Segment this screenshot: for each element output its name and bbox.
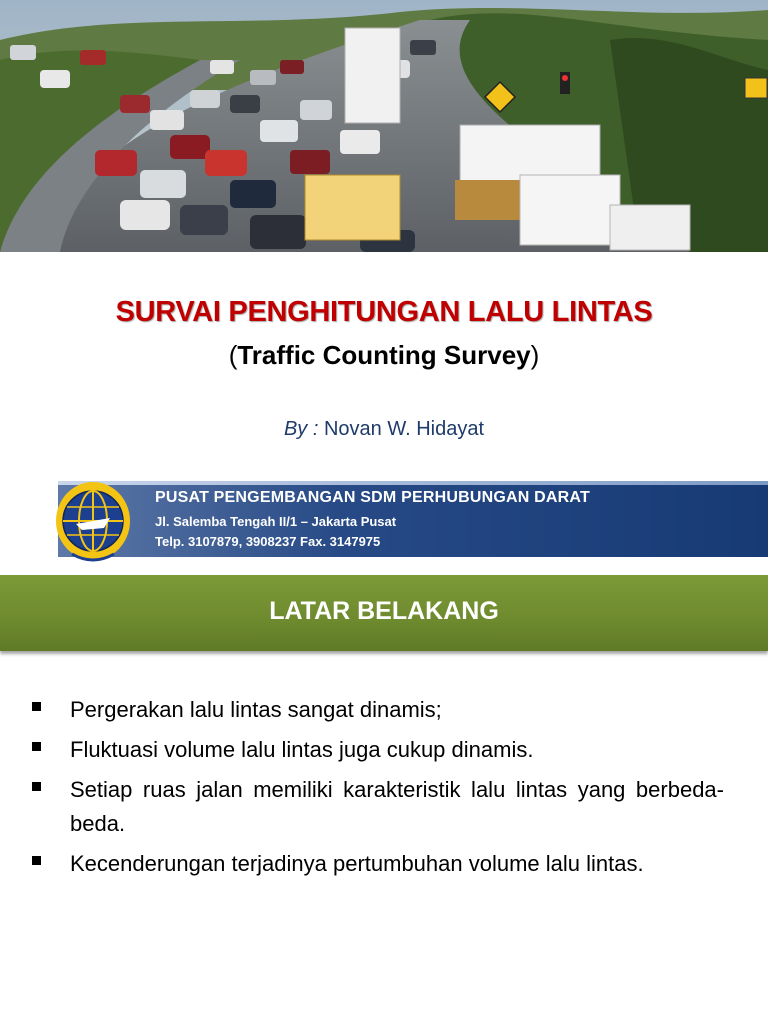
author-name: Novan W. Hidayat <box>318 418 485 440</box>
author-byline <box>0 418 768 441</box>
list-item: Setiap ruas jalan memiliki karakteristik lalu lintas yang berbeda-beda. <box>30 773 724 841</box>
slide-subtitle: (Traffic Counting Survey) <box>228 340 540 370</box>
square-bullet-icon <box>32 856 41 865</box>
square-bullet-icon <box>32 702 41 711</box>
section-title: LATAR BELAKANG <box>269 597 499 625</box>
list-item: Pergerakan lalu lintas sangat dinamis; <box>30 693 724 727</box>
slide-title: SURVAI PENGHITUNGAN LALU LINTAS <box>115 296 653 328</box>
byline-prefix: By : <box>283 418 319 440</box>
organization-address: Jl. Salemba Tengah II/1 – Jakarta Pusat <box>155 514 397 529</box>
square-bullet-icon <box>32 742 41 751</box>
square-bullet-icon <box>32 782 41 791</box>
subtitle-english: Traffic Counting Survey <box>237 340 531 370</box>
bullet-list <box>30 693 724 887</box>
highway-traffic-photo <box>0 0 768 252</box>
organization-phone: Telp. 3107879, 3908237 Fax. 3147975 <box>155 534 381 549</box>
organization-name: PUSAT PENGEMBANGAN SDM PERHUBUNGAN DARAT <box>155 489 590 506</box>
list-item: Kecenderungan terjadinya pertumbuhan volume lalu lintas. <box>30 847 724 881</box>
globe-emblem-icon <box>54 480 132 562</box>
list-item: Fluktuasi volume lalu lintas juga cukup dinamis. <box>30 733 724 767</box>
